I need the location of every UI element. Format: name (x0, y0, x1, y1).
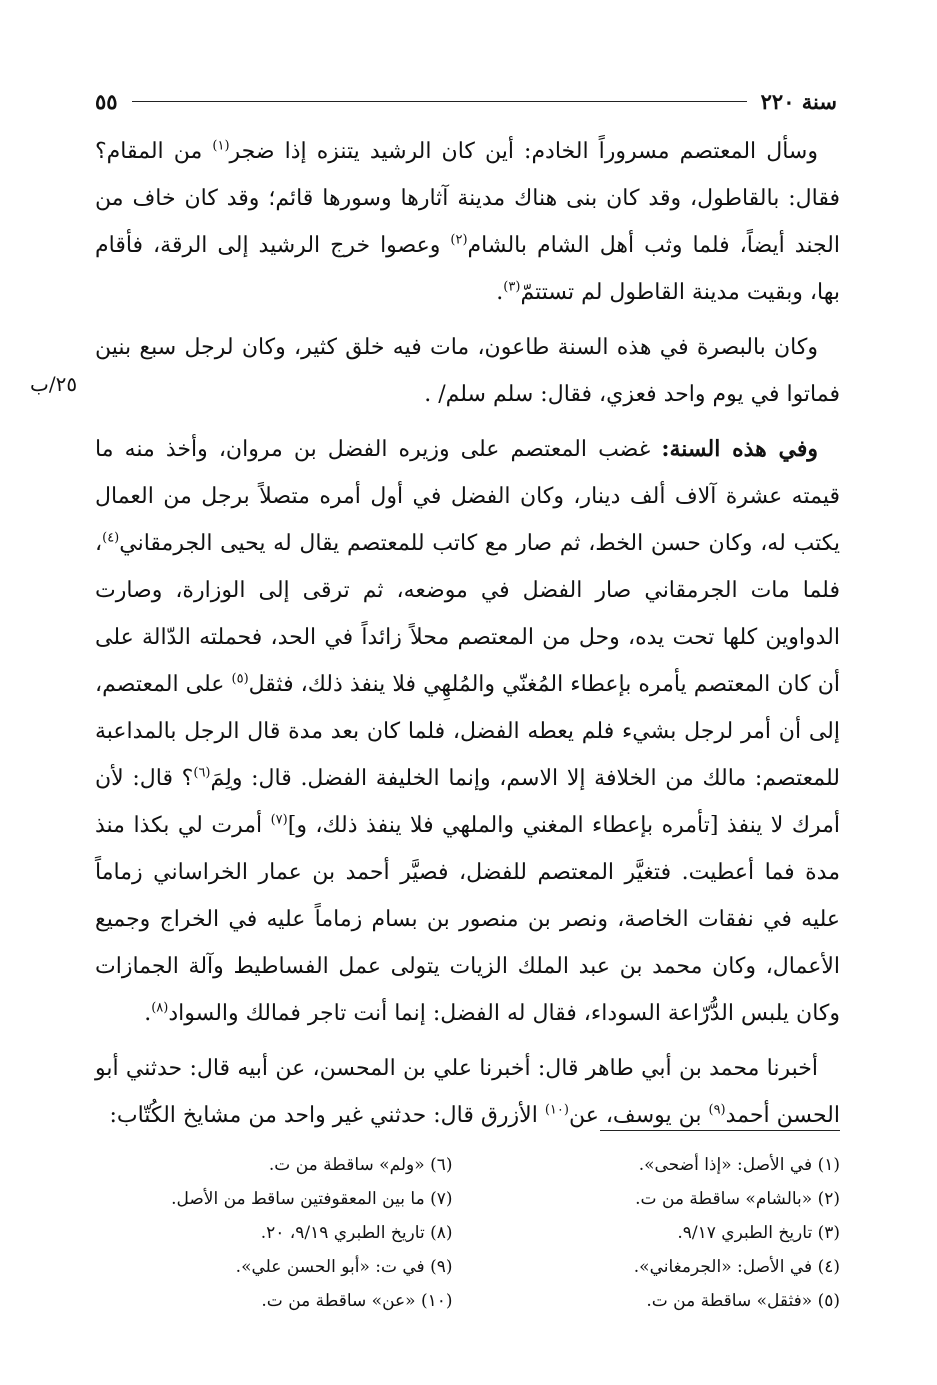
manuscript-folio-note: ٢٥/ب (30, 372, 78, 396)
text-span: ، فلما مات الجرمقاني صار الفضل في موضعه، ثم ترقى إلى الوزارة، وصارت الدواوين كلها تحت يده، وحل من المعتصم محلاً زائداً في الحد، فحملته الدّالة على أن كان المعتصم يأمره بإعطاء المُغنّي والمُلهِي فلا ينفذ ذلك، فثقل (95, 531, 840, 697)
footnote-7: (٧) ما بين المعقوفتين ساقط من الأصل. (171, 1189, 453, 1209)
footnote-ref: (٩) (708, 1102, 726, 1118)
footnotes-column-left (95, 1148, 453, 1318)
footnote-1: (١) في الأصل: «إذا أضحى». (638, 1155, 840, 1175)
footnote-ref: (١) (212, 138, 230, 154)
paragraph-1 (95, 128, 840, 316)
text-span: الأزرق قال: حدثني غير واحد من مشايخ الكُتّاب: (109, 1103, 545, 1128)
footnote-6: (٦) «ولم» ساقطة من ت. (268, 1155, 453, 1175)
footnote-10: (١٠) «عن» ساقطة من ت. (261, 1291, 453, 1311)
paragraph-4 (95, 1045, 840, 1139)
header-rule (132, 101, 747, 102)
text-span: . (144, 1001, 152, 1026)
footnotes (95, 1148, 840, 1318)
text-span: وعصوا خرج الرشيد إلى الرقة، فأقام بها، وبقيت مدينة القاطول لم تستتمّ (95, 233, 840, 305)
text-span: أمرت لي بكذا منذ مدة فما أعطيت. فتغيَّر المعتصم للفضل، فصيَّر أحمد بن عمار الخراساني زماماً عليه في نفقات الخاصة، ونصر بن منصور بن بسام زماماً عليه في الخراج وجميع الأعمال، وكان محمد بن عبد الملك الزيات يتولى عمل الفساطيط وآلة الجمازات وكان يلبس الدُّرّاعة السوداء، فقال له الفضل: إنما أنت تاجر فمالك والسواد (95, 813, 840, 1026)
section-lead: وفي هذه السنة: (661, 436, 819, 462)
footnote-ref: (٧) (270, 812, 288, 828)
footnote-separator (600, 1130, 840, 1131)
text-span: من المقام؟ فقال: بالقاطول، وقد كان بنى هناك مدينة آثارها وسورها قائم؛ وقد كان خاف من الجند أيضاً، فلما وثب أهل الشام بالشام (95, 139, 840, 258)
footnote-ref: (٨) (151, 1000, 169, 1016)
text-span: أخبرنا محمد بن أبي طاهر قال: أخبرنا علي بن المحسن، عن أبيه قال: حدثني أبو الحسن أحمد (95, 1056, 840, 1128)
footnote-ref: (٦) (193, 765, 211, 781)
footnote-ref: (٢) (450, 232, 468, 248)
main-text (95, 128, 840, 1147)
text-span: . (496, 280, 504, 305)
footnote-3: (٣) تاريخ الطبري ٩/١٧. (677, 1223, 840, 1243)
footnote-8: (٨) تاريخ الطبري ٩/١٩، ٢٠. (260, 1223, 453, 1243)
text-span: غضب المعتصم على وزيره الفضل بن مروان، وأخذ منه ما قيمته عشرة آلاف ألف دينار، وكان الفضل في أول أمره متصلاً برجل من العمال يكتب له، وكان حسن الخط، ثم صار مع كاتب للمعتصم يقال له يحيى الجرمقاني (95, 437, 840, 556)
text-span: وسأل المعتصم مسروراً الخادم: أين كان الرشيد يتنزه إذا ضجر (229, 139, 818, 164)
text-span: وكان بالبصرة في هذه السنة طاعون، مات فيه خلق كثير، وكان لرجل سبع بنين فماتوا في يوم واحد فعزي، فقال: سلم سلم/ . (95, 335, 840, 407)
footnote-5: (٥) «فثقل» ساقطة من ت. (646, 1291, 840, 1311)
paragraph-3 (95, 426, 840, 1037)
running-header (95, 84, 837, 118)
text-span: على المعتصم، إلى أن أمر لرجل بشيء فلم يعطه الفضل، فلما كان بعد مدة قال الرجل بالمداعبة للمعتصم: مالك من الخلافة إلا الاسم، وإنما الخليفة الفضل. قال: ولِمَ (95, 672, 840, 791)
footnote-ref: (٤) (102, 530, 120, 546)
footnote-9: (٩) في ت: «أبو الحسن علي». (235, 1257, 453, 1277)
text-span: ؟ قال: لأن أمرك لا ينفذ [تأمره بإعطاء المغني والملهي فلا ينفذ ذلك، و] (95, 766, 840, 838)
text-span: بن يوسف، عن (568, 1103, 709, 1128)
footnote-ref: (٣) (503, 279, 521, 295)
footnotes-column-right (483, 1148, 841, 1318)
footnote-ref: (١٠) (544, 1102, 569, 1118)
footnote-ref: (٥) (231, 671, 249, 687)
footnote-2: (٢) «بالشام» ساقطة من ت. (635, 1189, 840, 1209)
running-header-year: سنة ٢٢٠ (760, 88, 837, 114)
paragraph-2 (95, 324, 840, 418)
page-number: ٥٥ (95, 88, 118, 114)
footnote-4: (٤) في الأصل: «الجرمغاني». (633, 1257, 840, 1277)
